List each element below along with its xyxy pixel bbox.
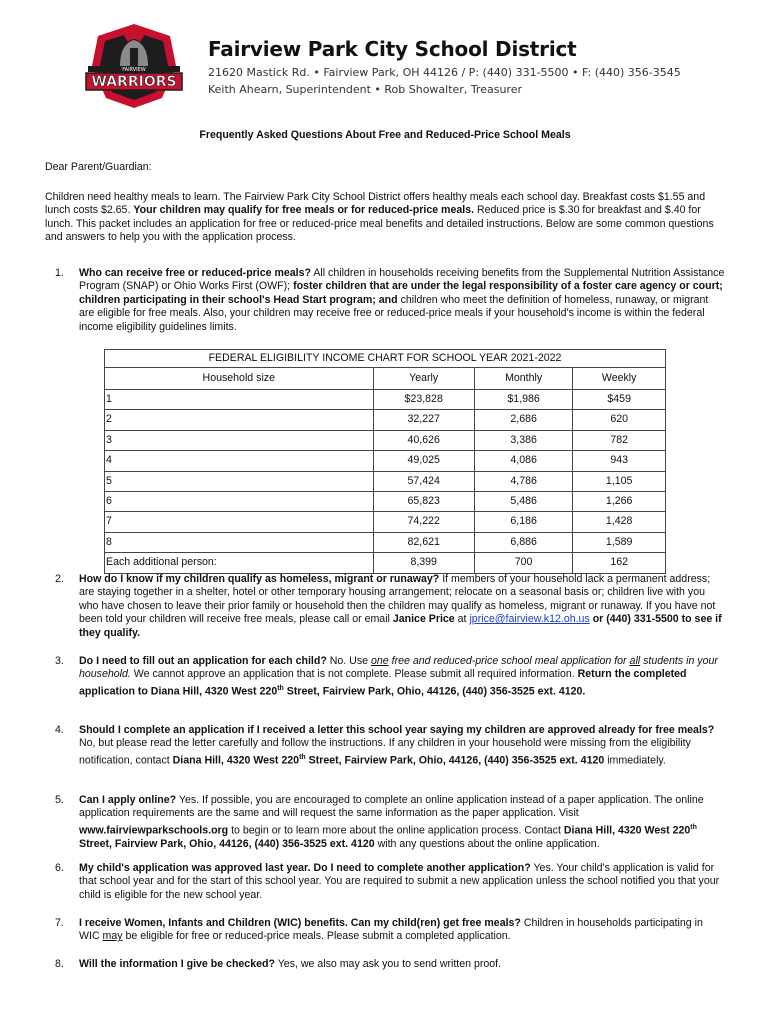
answer: No. Use — [329, 655, 369, 667]
answer-bold: foster children that are under the legal responsibility of a foster care agency or court; children participating in their school's Head Start program; and — [79, 280, 723, 306]
document-title: Frequently Asked Questions About Free and Reduced-Price School Meals — [199, 129, 571, 141]
table-cell: 1 — [105, 390, 374, 410]
table-cell: $459 — [573, 390, 666, 410]
item-number: 7. — [55, 917, 64, 929]
ordinal-suffix: th — [277, 684, 284, 692]
answer: Yes, we also may ask you to send written proof. — [277, 958, 502, 970]
table-cell: 57,424 — [373, 471, 474, 491]
table-cell: 4,786 — [474, 471, 573, 491]
table-cell: 943 — [573, 451, 666, 471]
faq-item-7 — [45, 917, 725, 944]
faq-item-4 — [45, 724, 725, 768]
table-row — [105, 553, 666, 573]
table-cell: 6,186 — [474, 512, 573, 532]
return-address-end: Street, Fairview Park, Ohio, 44126, (440) 356-3525 ext. 4120. — [286, 685, 586, 698]
table-cell: 6,886 — [474, 532, 573, 552]
table-cell: 8,399 — [373, 553, 474, 573]
answer-end: or (440) 331-5500 to see if they qualify. — [79, 613, 722, 639]
table-cell: 2 — [105, 410, 374, 430]
header-monthly: Monthly — [474, 368, 573, 390]
table-cell: 4,086 — [474, 451, 573, 471]
answer: No, but please read the letter carefully and follow the instructions. If any children in your household were missing from the eligibility notification, contact — [79, 737, 691, 767]
answer-end: with any questions about the online application. — [377, 837, 600, 850]
website-link[interactable]: www.fairviewparkschools.org — [79, 824, 229, 837]
contact-email-link[interactable]: jprice@fairview.k12.oh.us — [469, 613, 590, 626]
item-number: 4. — [55, 724, 64, 736]
table-cell: 82,621 — [373, 532, 474, 552]
contact-address-end: Street, Fairview Park, Ohio, 44126, (440) 356-3525 ext. 4120 — [79, 837, 375, 850]
table-cell: 620 — [573, 410, 666, 430]
table-row — [105, 390, 666, 410]
faq-item-2 — [45, 573, 725, 640]
question: Should I complete an application if I received a letter this school year saying my children are approved already for free meals? — [79, 724, 715, 736]
question: How do I know if my children qualify as homeless, migrant or runaway? — [79, 573, 440, 585]
income-eligibility-table — [104, 349, 666, 574]
answer-middle: to begin or to learn more about the online application process. Contact — [231, 824, 561, 837]
question: I receive Women, Infants and Children (WIC) benefits. Can my child(ren) get free meals? — [79, 917, 521, 929]
contact-name: Janice Price — [392, 613, 455, 626]
table-cell: 1,266 — [573, 491, 666, 511]
answer-italic: free and reduced-price school meal application for — [391, 655, 627, 667]
faq-item-5 — [45, 794, 725, 851]
table-row — [105, 532, 666, 552]
district-staff: Keith Ahearn, Superintendent • Rob Showalter, Treasurer — [208, 83, 522, 96]
faq-item-8 — [45, 958, 725, 971]
header-yearly: Yearly — [373, 368, 474, 390]
salutation: Dear Parent/Guardian: — [45, 161, 152, 173]
table-cell: 74,222 — [373, 512, 474, 532]
table-cell: 3 — [105, 430, 374, 450]
header-household-size: Household size — [105, 368, 374, 390]
answer: Yes. If possible, you are encouraged to complete an online application instead of a paper application. The online application requirements are the same and will request the same information as the paper application. Visit — [79, 794, 704, 820]
faq-item-6 — [45, 862, 725, 902]
item-number: 1. — [55, 267, 64, 279]
intro-paragraph — [45, 191, 725, 245]
table-cell: 782 — [573, 430, 666, 450]
item-number: 8. — [55, 958, 64, 970]
table-cell: 1,589 — [573, 532, 666, 552]
table-row — [105, 451, 666, 471]
faq-item-3 — [45, 655, 725, 699]
answer-note: We cannot approve an application that is not complete. Please submit all required information. — [133, 668, 575, 681]
ordinal-suffix: th — [299, 753, 306, 761]
table-row — [105, 410, 666, 430]
contact-address: Diana Hill, 4320 West 220 — [563, 824, 691, 837]
table-cell: 40,626 — [373, 430, 474, 450]
table-row — [105, 512, 666, 532]
answer-at: at — [457, 613, 467, 626]
question: Will the information I give be checked? — [79, 958, 275, 970]
answer-italic-end: students in your household. — [79, 655, 718, 681]
table-cell: $23,828 — [373, 390, 474, 410]
table-cell: 4 — [105, 451, 374, 471]
table-cell: 32,227 — [373, 410, 474, 430]
return-address: Return the completed application to Diana Hill, 4320 West 220 — [79, 668, 687, 698]
table-cell: 162 — [573, 553, 666, 573]
district-address: 21620 Mastick Rd. • Fairview Park, OH 44126 / P: (440) 331-5500 • F: (440) 356-3545 — [208, 66, 681, 79]
table-cell: 5,486 — [474, 491, 573, 511]
contact-address: Diana Hill, 4320 West 220 — [172, 754, 300, 767]
table-cell: 1,105 — [573, 471, 666, 491]
table-cell: 700 — [474, 553, 573, 573]
table-row — [105, 430, 666, 450]
question: My child's application was approved last year. Do I need to complete another application? — [79, 862, 531, 874]
item-number: 6. — [55, 862, 64, 874]
table-cell: 49,025 — [373, 451, 474, 471]
table-cell: 6 — [105, 491, 374, 511]
table-row — [105, 491, 666, 511]
answer: All children in households receiving benefits from the Supplemental Nutrition Assistance Program (SNAP) or Ohio Works First (OWF); — [79, 267, 725, 293]
answer-emphasis-one: one — [370, 655, 389, 667]
answer-emphasis-all: all — [629, 655, 641, 667]
svg-text:FAIRVIEW: FAIRVIEW — [122, 67, 146, 73]
table-cell: 5 — [105, 471, 374, 491]
answer-end: be eligible for free or reduced-price meals. Please submit a completed application. — [125, 930, 511, 943]
question: Can I apply online? — [79, 794, 177, 806]
district-title: Fairview Park City School District — [208, 37, 577, 61]
contact-address-end: Street, Fairview Park, Ohio, 44126, (440) 356-3525 ext. 4120 — [308, 754, 605, 767]
table-cell: $1,986 — [474, 390, 573, 410]
table-cell: Each additional person: — [105, 553, 374, 573]
answer: Yes. Your child's application is valid for that school year and for the start of this school year. You are required to submit a new application unless the school notified you that your child is eligible for the new school year. — [79, 862, 720, 901]
item-number: 2. — [55, 573, 64, 585]
question: Who can receive free or reduced-price meals? — [79, 267, 311, 279]
header-weekly: Weekly — [573, 368, 666, 390]
answer-end: immediately. — [607, 754, 666, 767]
table-row — [105, 471, 666, 491]
svg-text:WARRIORS: WARRIORS — [91, 74, 177, 90]
answer: Children in households participating in WIC — [79, 917, 703, 943]
question: Do I need to fill out an application for each child? — [79, 655, 327, 667]
table-cell: 3,386 — [474, 430, 573, 450]
table-cell: 7 — [105, 512, 374, 532]
answer: If members of your household lack a permanent address; are staying together in a shelter, hotel or other temporary housing arrangement; relocate on a seasonal basis or; children live with you who have chosen to leave their prior family or household then the children may qualify as homeless, migrant or runaway. If you have not been told your children will receive free meals, please call or email — [79, 573, 716, 626]
faq-item-1 — [45, 267, 725, 334]
table-cell: 8 — [105, 532, 374, 552]
intro-text-end: Reduced price is $.30 for breakfast and $.40 for lunch. This packet includes an application for free or reduced-price meal benefits and detailed instructions. Below are some common questions and answers to help you with the application process. — [45, 204, 714, 244]
answer-end: children who meet the definition of homeless, runaway, or migrant are eligible for free meals. Also, your children may receive free or reduced-price meals if your household's income is within the federal income eligibility guidelines limits. — [79, 293, 709, 333]
answer-emphasis-may: may — [102, 930, 123, 943]
table-cell: 2,686 — [474, 410, 573, 430]
ordinal-suffix: th — [690, 823, 697, 831]
table-cell: 65,823 — [373, 491, 474, 511]
school-logo — [84, 22, 184, 108]
item-number: 5. — [55, 794, 64, 806]
item-number: 3. — [55, 655, 64, 667]
table-caption: FEDERAL ELIGIBILITY INCOME CHART FOR SCHOOL YEAR 2021-2022 — [105, 350, 666, 368]
intro-bold: Your children may qualify for free meals or for reduced-price meals. — [133, 204, 475, 217]
table-cell: 1,428 — [573, 512, 666, 532]
intro-text: Children need healthy meals to learn. The Fairview Park City School District offers healthy meals each school day. Breakfast costs $1.55 and lunch costs $2.65. — [45, 191, 706, 217]
